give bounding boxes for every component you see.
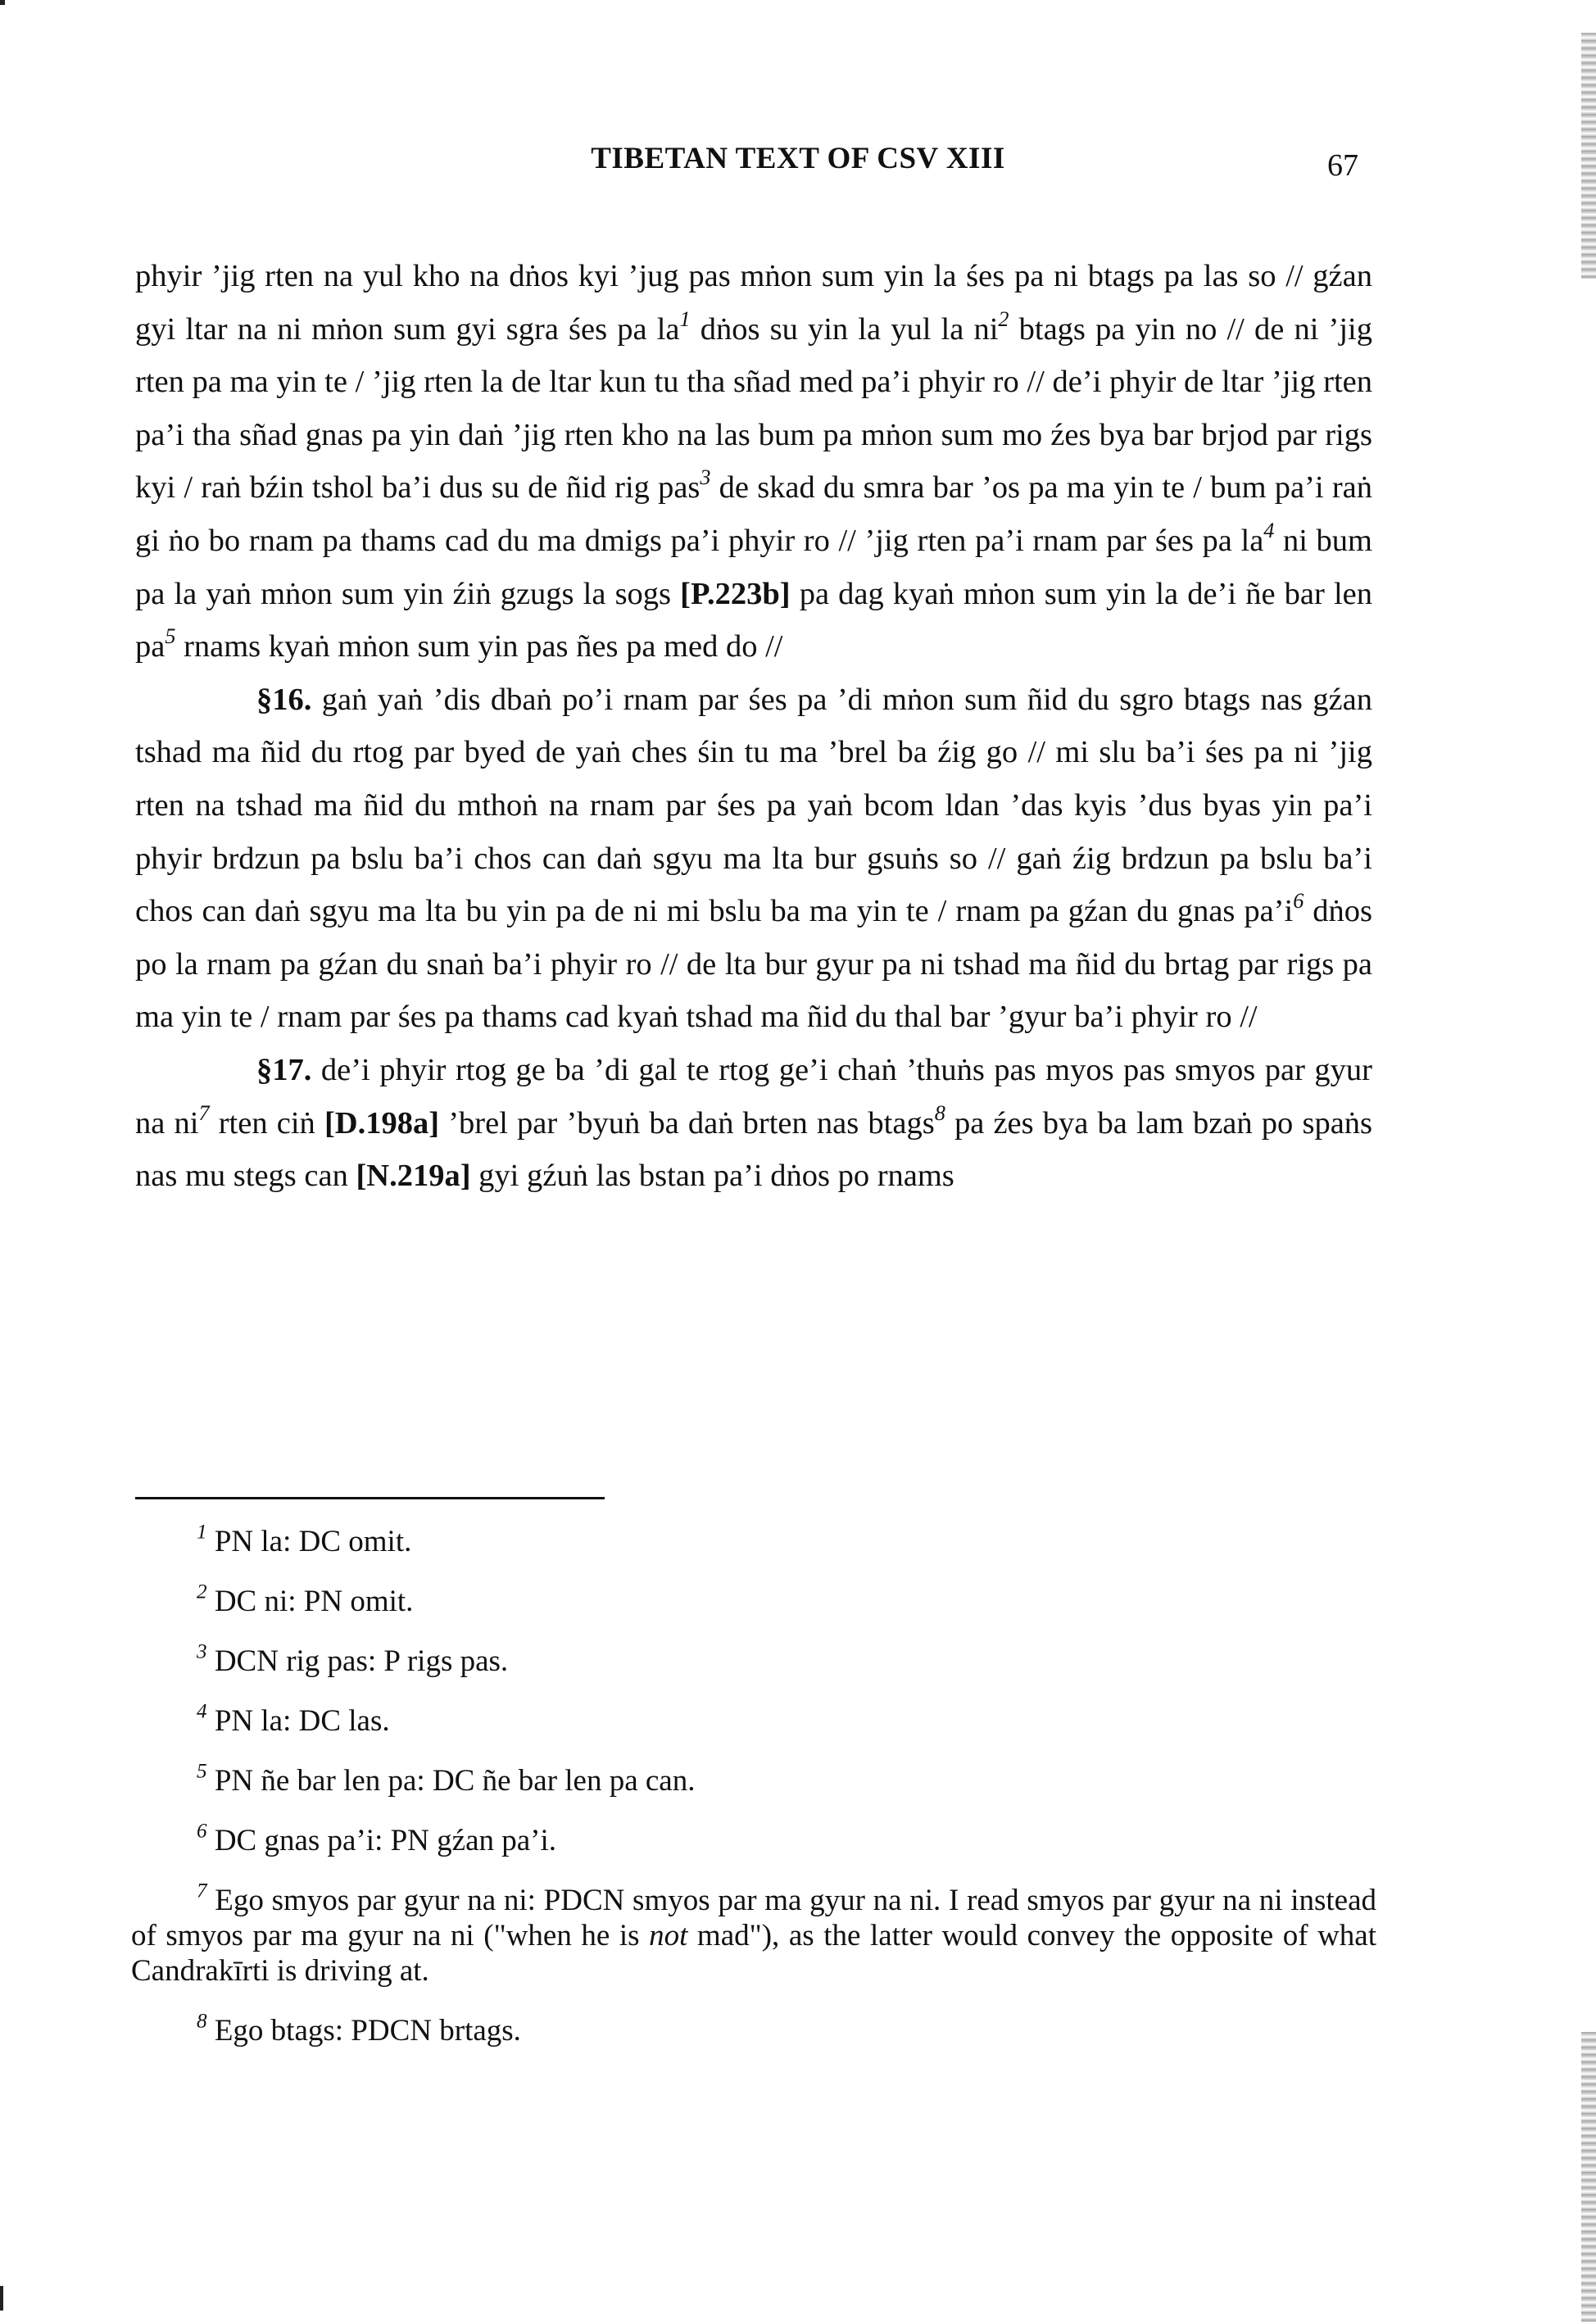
section-number: §17.	[256, 1052, 312, 1087]
footnote-number: 5	[197, 1760, 207, 1783]
footnote-ref-6: 6	[1293, 888, 1304, 913]
scan-mark-bottom-left	[0, 2286, 3, 2311]
footnote-text: Ego smyos par gyur na ni: PDCN smyos par ma gyur na ni. I read smyos par gyur na ni instead of smyos par ma gyur na ni ("when he is	[131, 1884, 1376, 1952]
page-number: 67	[1327, 148, 1358, 183]
footnote-5	[131, 1760, 1376, 1798]
footnote-2	[131, 1581, 1376, 1619]
footnote-text: Ego btags: PDCN brtags.	[206, 2014, 521, 2048]
paragraph-1	[135, 250, 1372, 673]
text-run: gaṅ yaṅ ’dis dbaṅ po’i rnam par śes pa ’di mṅon sum ñid du sgro btags nas gźan tshad ma ñid du rtog par byed de yaṅ ches śin tu ma ’brel ba źig go // mi slu ba’i śes pa ni ’jig rten na tshad ma ñid du mthoṅ na rnam par śes pa yaṅ bcom ldan ’das kyis ’dus byas yin pa’i phyir brdzun pa bslu ba’i chos can daṅ sgyu ma lta bur gsuṅs so // gaṅ źig brdzun pa bslu ba’i chos can daṅ sgyu ma lta bu yin pa de ni mi bslu ba ma yin te / rnam pa gźan du gnas pa’i	[135, 682, 1372, 929]
text-run: de’i phyir rtog ge ba ’di gal te rtog ge’i chaṅ ’thuṅs pas myos pas smyos par gyur na ni	[135, 1052, 1372, 1141]
footnote-text: DCN rig pas: P rigs pas.	[206, 1644, 509, 1678]
footnote-ref-5: 5	[165, 624, 176, 648]
paragraph-17	[135, 1044, 1372, 1203]
footnote-number: 3	[197, 1640, 207, 1663]
footnote-separator	[135, 1497, 605, 1499]
footnote-ref-7: 7	[198, 1100, 210, 1125]
footnote-number: 6	[197, 1820, 207, 1843]
footnote-text: DC gnas pa’i: PN gźan pa’i.	[206, 1824, 557, 1857]
text-run: dṅos po la rnam pa gźan du snaṅ ba’i phyir ro // de lta bur gyur pa ni tshad ma ñid du brtag par rigs pa ma yin te / rnam par śes pa thams cad kyaṅ tshad ma ñid du thal bar ’gyur ba’i phyir ro //	[135, 894, 1373, 1035]
footnote-text: PN ñe bar len pa: DC ñe bar len pa can.	[206, 1764, 696, 1798]
footnote-ref-8: 8	[934, 1100, 945, 1125]
footnote-text: PN la: DC las.	[206, 1704, 390, 1738]
footnote-3	[131, 1640, 1376, 1679]
footnote-emphasis: not	[649, 1919, 688, 1952]
text-run: de skad du smra bar ’os pa ma yin te / bum pa’i raṅ gi ṅo bo rnam pa thams cad du ma dmigs pa’i phyir ro // ’jig rten pa’i rnam par śes pa la	[135, 470, 1372, 558]
footnote-number: 1	[197, 1521, 207, 1544]
text-run: phyir ’jig rten na yul kho na dṅos kyi ’jug pas mṅon sum yin la śes pa ni btags pa las so // gźan gyi ltar na ni mṅon sum gyi sgra śes pa la	[135, 259, 1372, 347]
scan-edge-bottom-right	[1581, 2032, 1596, 2322]
footnote-number: 7	[197, 1880, 207, 1902]
footnote-6	[131, 1820, 1376, 1858]
footnote-ref-4: 4	[1263, 518, 1275, 542]
text-run: btags pa yin no // de ni ’jig rten pa ma yin te / ’jig rten la de ltar kun tu tha sñad med pa’i phyir ro // de’i phyir de ltar ’jig rten pa’i tha sñad gnas pa yin daṅ ’jig rten kho na las bum pa mṅon sum mo źes bya bar brjod par rigs kyi / raṅ bźin tshol ba’i dus su de ñid rig pas	[135, 311, 1372, 506]
footnote-ref-1: 1	[679, 306, 691, 331]
text-run: dṅos su yin la yul la ni	[690, 311, 999, 347]
text-run: ’brel par ’byuṅ ba daṅ brten nas btags	[439, 1105, 935, 1141]
footnote-4	[131, 1700, 1376, 1739]
text-run: pa źes bya ba lam bzaṅ po spaṅs nas mu stegs can	[135, 1105, 1373, 1194]
footnote-number: 2	[197, 1581, 207, 1603]
edition-ref: [N.219a]	[356, 1159, 471, 1194]
footnote-ref-3: 3	[700, 465, 711, 490]
text-run: ni bum pa la yaṅ mṅon sum yin źiṅ gzugs la sogs	[135, 523, 1372, 611]
footnote-text: DC ni: PN omit.	[206, 1585, 414, 1618]
footnote-number: 4	[197, 1700, 207, 1723]
footnote-8	[131, 2010, 1376, 2048]
text-run: rten ciṅ	[209, 1105, 324, 1141]
footnote-7	[131, 1880, 1376, 1989]
main-text	[135, 250, 1372, 1203]
text-run: gyi gźuṅ las bstan pa’i dṅos po rnams	[470, 1159, 954, 1194]
footnote-text: PN la: DC omit.	[206, 1525, 412, 1558]
footnote-number: 8	[197, 2010, 207, 2033]
scan-mark-top-left	[0, 0, 5, 5]
footnote-1	[131, 1521, 1376, 1559]
edition-ref: [P.223b]	[680, 576, 791, 611]
edition-ref: [D.198a]	[324, 1105, 440, 1141]
running-title: TIBETAN TEXT OF CSV XIII	[591, 142, 1005, 175]
footnote-text: mad"), as the latter would convey the opposite of what Candrakīrti is driving at.	[131, 1919, 1376, 1988]
section-number: §16.	[256, 682, 312, 717]
text-run: rnams kyaṅ mṅon sum yin pas ñes pa med do //	[175, 629, 783, 664]
footnote-ref-2: 2	[998, 306, 1009, 331]
paragraph-16	[135, 673, 1372, 1044]
text-run: pa dag kyaṅ mṅon sum yin la de’i ñe bar len pa	[135, 576, 1373, 664]
